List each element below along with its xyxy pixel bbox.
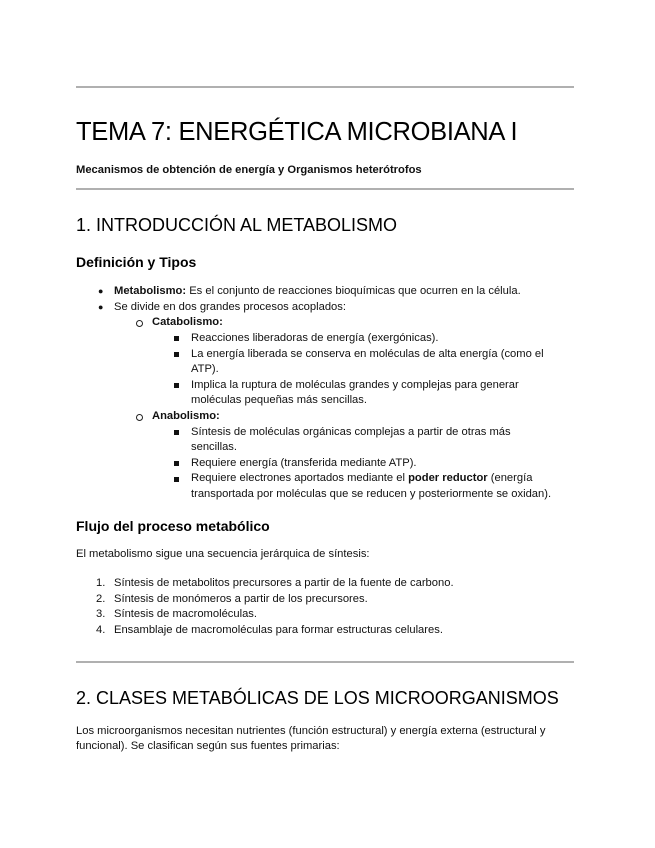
anabolismo-item-2: Requiere energía (transferida mediante ATP).: [191, 457, 417, 469]
catabolismo-item-3: Implica la ruptura de moléculas grandes y complejas para generar: [191, 379, 519, 391]
metabolismo-definition: Es el conjunto de reacciones bioquímicas que ocurren en la célula.: [189, 285, 521, 297]
bullet-square-icon: [174, 477, 179, 482]
list-item-divide: Se divide en dos grandes procesos acoplados:: [114, 301, 346, 313]
step-4: Ensamblaje de macromoléculas para formar estructuras celulares.: [114, 624, 443, 636]
top-divider: [76, 86, 574, 88]
catabolismo-item-1: Reacciones liberadoras de energía (exergónicas).: [191, 332, 439, 344]
anabolismo-item-3-cont: transportada por moléculas que se reducen y posteriormente se oxidan).: [191, 488, 552, 500]
bullet-circle-icon: [136, 414, 143, 421]
page-title: TEMA 7: ENERGÉTICA MICROBIANA I: [76, 118, 518, 146]
bullet-dot-icon: ●: [98, 286, 104, 296]
anabolismo-item-3-text: Requiere electrones aportados mediante el: [191, 472, 405, 484]
step-number-1: 1.: [96, 577, 106, 589]
step-number-4: 4.: [96, 624, 106, 636]
page-subtitle: Mecanismos de obtención de energía y Organismos heterótrofos: [76, 164, 422, 176]
step-number-2: 2.: [96, 593, 106, 605]
step-2: Síntesis de monómeros a partir de los precursores.: [114, 593, 368, 605]
step-3: Síntesis de macromoléculas.: [114, 608, 258, 620]
anabolismo-item-1-cont: sencillas.: [191, 441, 238, 453]
anabolismo-item-3-tail: (energía: [490, 472, 533, 484]
section-2-intro-line-2: funcional). Se clasifican según sus fuentes primarias:: [76, 740, 340, 752]
catabolismo-item-2: La energía liberada se conserva en moléculas de alta energía (como el: [191, 348, 544, 360]
term-catabolismo: Catabolismo:: [152, 316, 223, 328]
bullet-square-icon: [174, 461, 179, 466]
section-divider: [76, 661, 574, 663]
step-1: Síntesis de metabolitos precursores a partir de la fuente de carbono.: [114, 577, 454, 589]
subtitle-divider: [76, 188, 574, 190]
bullet-dot-icon: ●: [98, 302, 104, 312]
term-metabolismo: Metabolismo:: [114, 285, 187, 297]
anabolismo-item-1: Síntesis de moléculas orgánicas complejas a partir de otras más: [191, 426, 511, 438]
flujo-intro: El metabolismo sigue una secuencia jerárquica de síntesis:: [76, 548, 370, 560]
term-anabolismo: Anabolismo:: [152, 410, 220, 422]
section-1-heading: 1. INTRODUCCIÓN AL METABOLISMO: [76, 215, 398, 235]
list-item-metabolismo: [114, 284, 521, 300]
bullet-square-icon: [174, 383, 179, 388]
section-2-heading: 2. CLASES METABÓLICAS DE LOS MICROORGANISMOS: [76, 688, 559, 708]
bullet-circle-icon: [136, 320, 143, 327]
bullet-square-icon: [174, 430, 179, 435]
catabolismo-item-3-cont: moléculas pequeñas más sencillas.: [191, 394, 367, 406]
step-number-3: 3.: [96, 608, 106, 620]
bullet-square-icon: [174, 336, 179, 341]
bullet-square-icon: [174, 352, 179, 357]
subsection-definicion-heading: Definición y Tipos: [76, 254, 197, 270]
section-2-intro-line-1: Los microorganismos necesitan nutrientes (función estructural) y energía externa (estructural y: [76, 725, 546, 737]
subsection-flujo-heading: Flujo del proceso metabólico: [76, 518, 270, 534]
term-poder-reductor: poder reductor: [408, 472, 488, 484]
anabolismo-item-3: [191, 471, 532, 487]
catabolismo-item-2-cont: ATP).: [191, 363, 219, 375]
